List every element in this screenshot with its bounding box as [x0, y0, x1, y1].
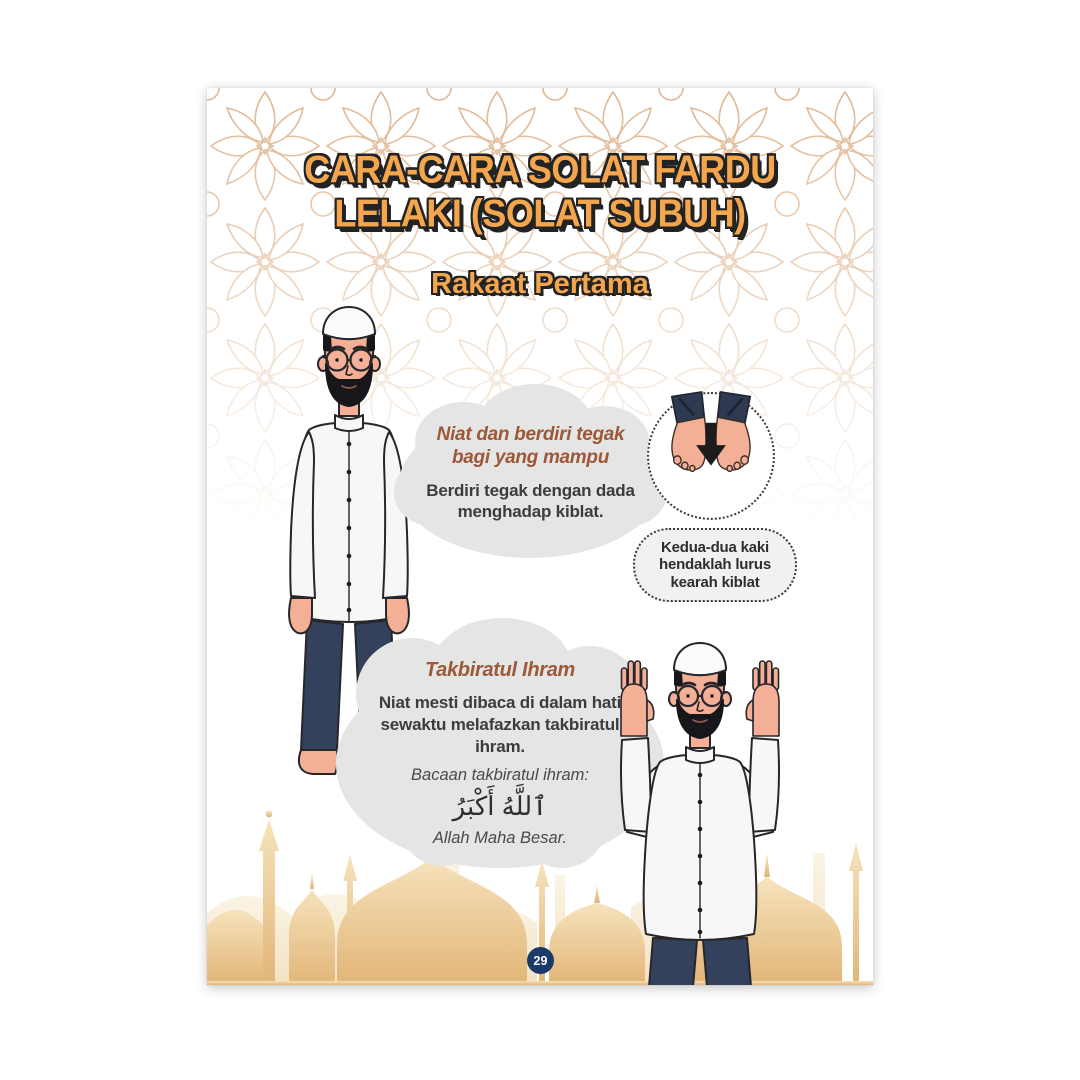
- title-block: [207, 146, 873, 301]
- page-number: 29: [533, 953, 548, 968]
- step2-recitation-label: Bacaan takbiratul ihram:: [411, 766, 589, 785]
- page-number-badge: [527, 947, 554, 974]
- step2-translation: Allah Maha Besar.: [432, 829, 568, 848]
- step2-body: Niat mesti dibaca di dalam hati sewaktu melafazkan takbiratul ihram.: [378, 693, 622, 756]
- step1-feet-callout: Kedua-dua kaki hendaklah lurus kearah kiblat: [633, 528, 797, 602]
- page-title-line2: LELAKI (SOLAT SUBUH): [334, 191, 746, 236]
- step1-body: Berdiri tegak dengan dada menghadap kiblat.: [426, 480, 635, 522]
- page-title-line1: CARA-CARA SOLAT FARDU: [304, 146, 776, 191]
- step1-heading: Niat dan berdiri tegak bagi yang mampu: [436, 424, 625, 468]
- illustration-man-takbir: [605, 622, 820, 985]
- feet-kiblat-icon: [655, 380, 767, 514]
- step2-heading: Takbiratul Ihram: [424, 659, 576, 681]
- page-title: [207, 147, 873, 236]
- book-page: [207, 88, 873, 985]
- step1-cloud: [393, 380, 668, 576]
- page-subtitle: Rakaat Pertama: [431, 268, 649, 301]
- step2-arabic-text: ٱللَّهُ أَكْبَرُ: [452, 791, 548, 822]
- feet-kiblat-circle: [647, 392, 775, 520]
